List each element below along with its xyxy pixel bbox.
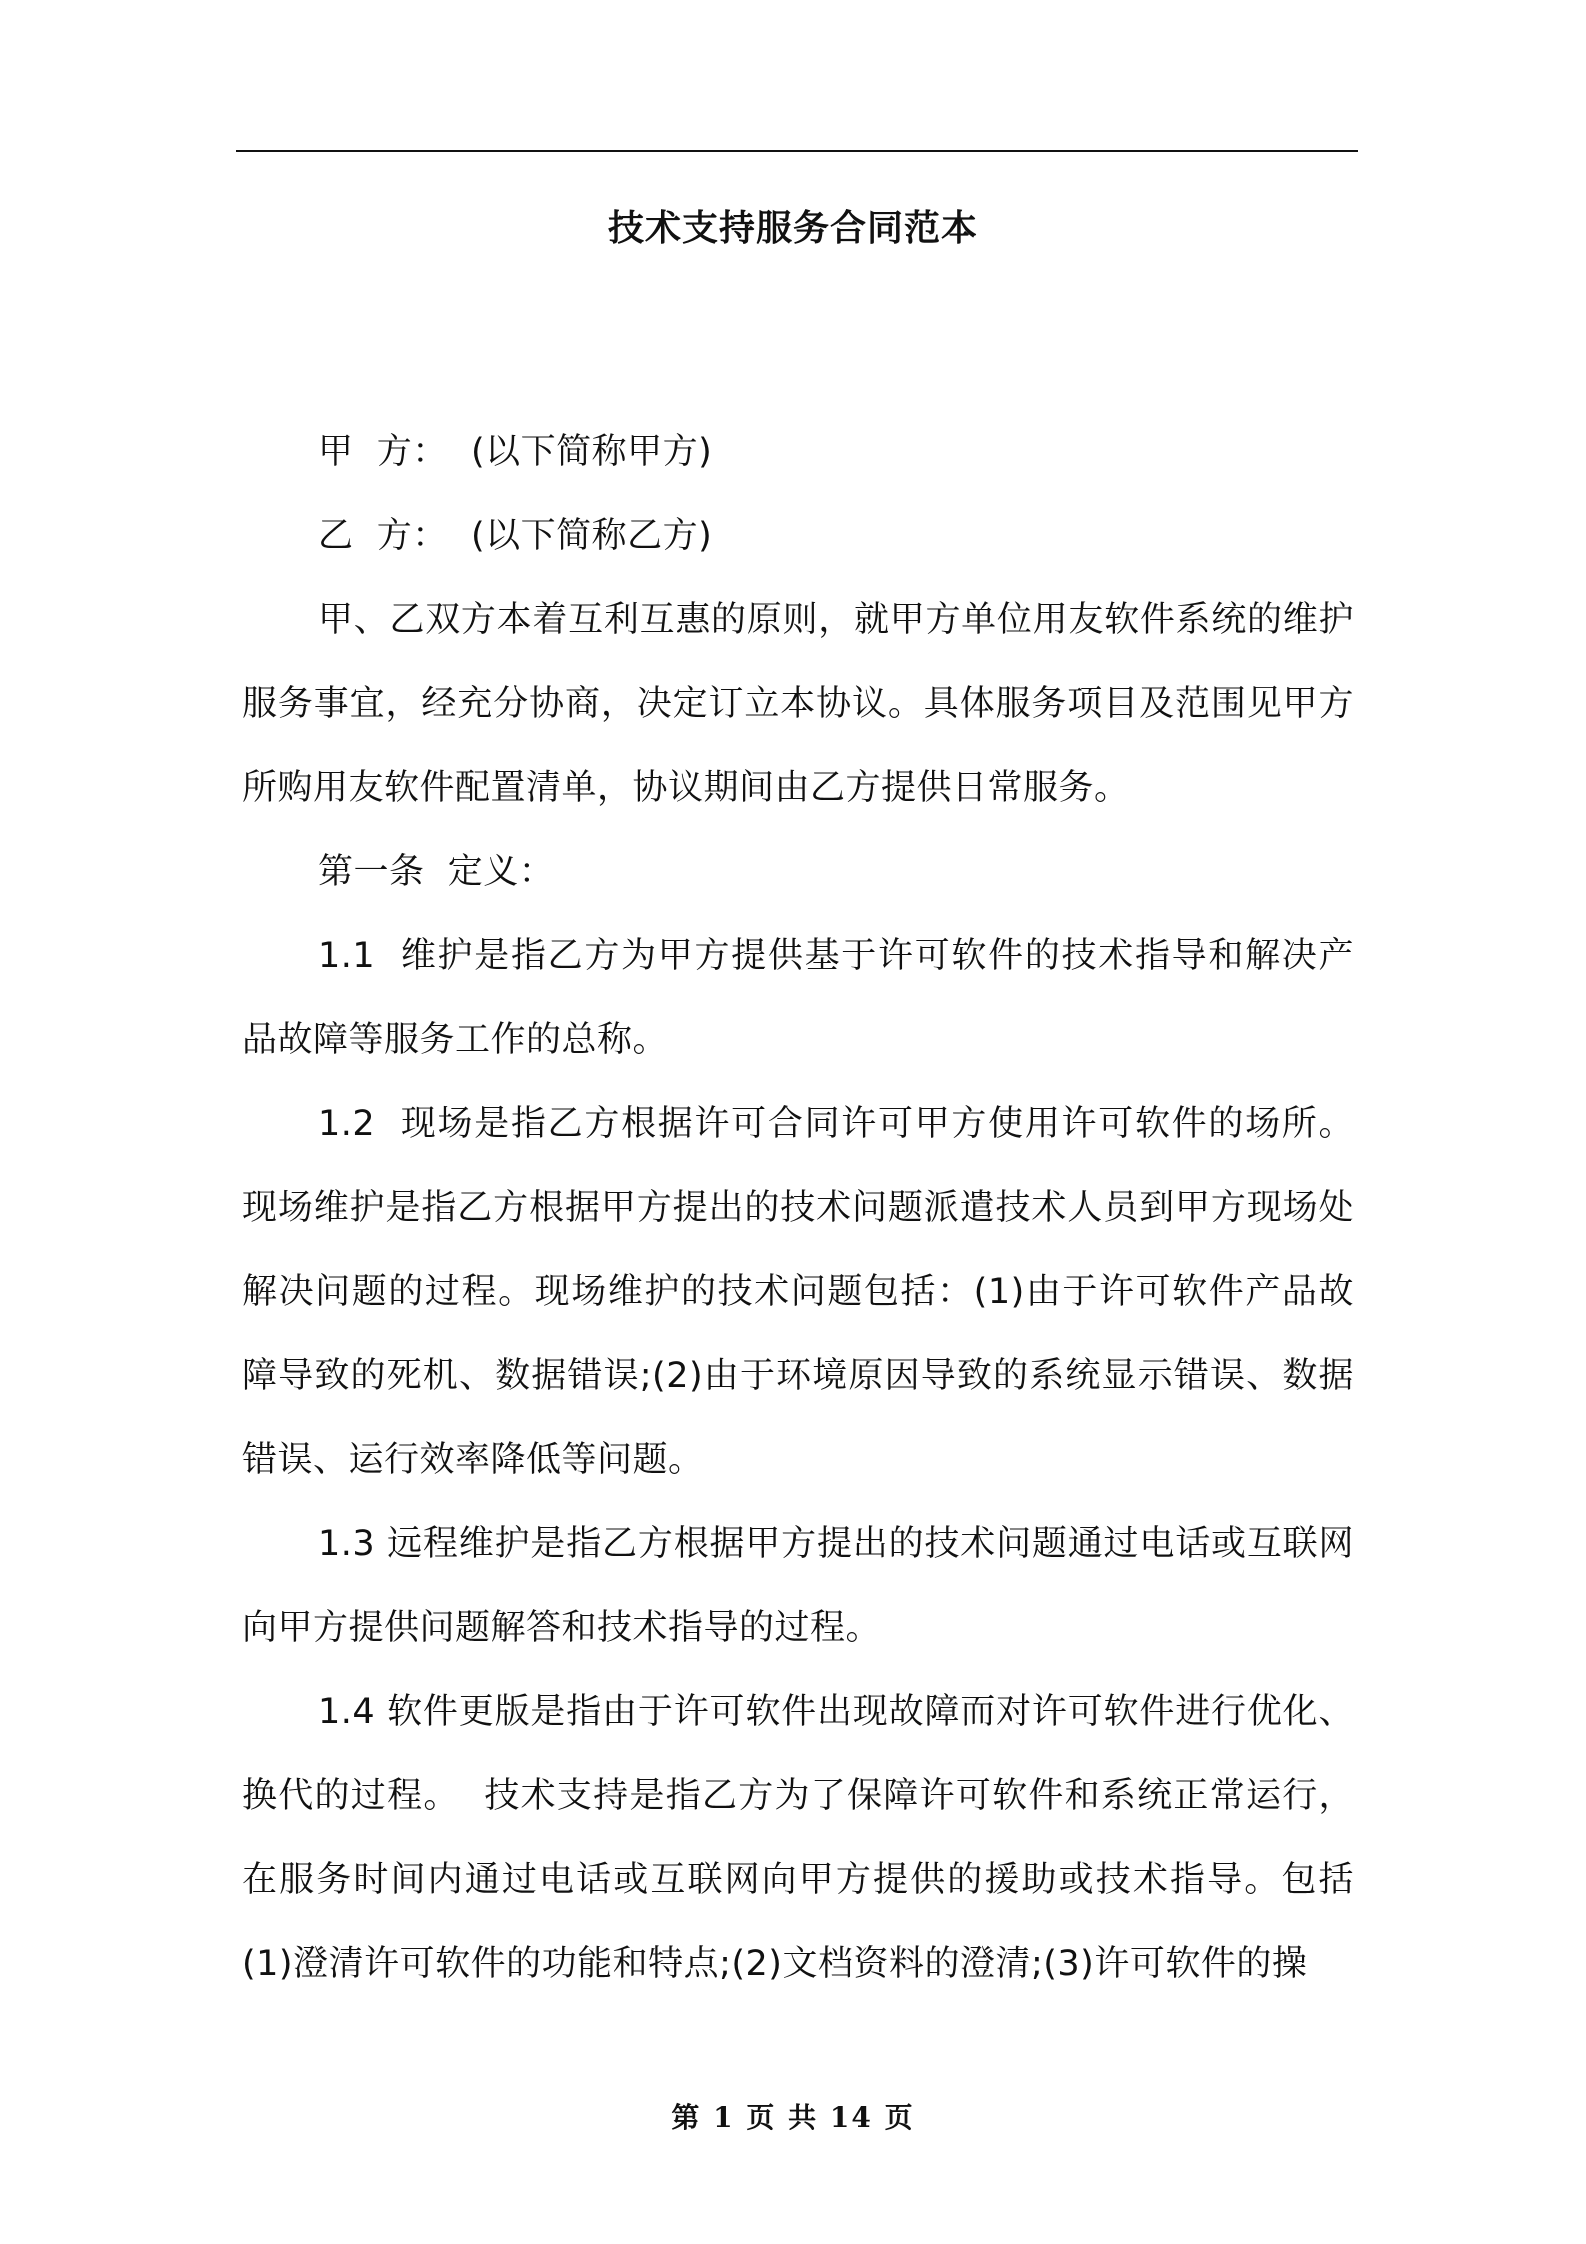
clause-1-3: 1.3 远程维护是指乙方根据甲方提出的技术问题通过电话或互联网向甲方提供问题解答和技术指导的过程。: [242, 1524, 1354, 1648]
clause-1-1: 1.1 维护是指乙方为甲方提供基于许可软件的技术指导和解决产品故障等服务工作的总称。: [242, 936, 1354, 1060]
document-title: 技术支持服务合同范本: [607, 208, 978, 249]
page-number-footer: 第 1 页 共 14 页: [671, 2101, 915, 2134]
document-body: [242, 410, 1354, 2006]
preamble-paragraph: 甲、乙双方本着互利互惠的原则，就甲方单位用友软件系统的维护服务事宜，经充分协商，决定订立本协议。具体服务项目及范围见甲方所购用友软件配置清单，协议期间由乙方提供日常服务。: [242, 600, 1354, 808]
party-a-line: 甲 方： (以下简称甲方): [318, 432, 713, 472]
article-one-heading: 第一条 定义：: [318, 852, 555, 892]
clause-1-4: 1.4 软件更版是指由于许可软件出现故障而对许可软件进行优化、换代的过程。 技术支持是指乙方为了保障许可软件和系统正常运行，在服务时间内通过电话或互联网向甲方提供的援助或技术指导。包括(1)澄清许可软件的功能和特点;(2)文档资料的澄清;(3)许可软件的操: [242, 1692, 1354, 1984]
party-b-line: 乙 方： (以下简称乙方): [318, 516, 713, 556]
clause-1-2: 1.2 现场是指乙方根据许可合同许可甲方使用许可软件的场所。现场维护是指乙方根据甲方提出的技术问题派遣技术人员到甲方现场处解决问题的过程。现场维护的技术问题包括：(1)由于许可软件产品故障导致的死机、数据错误;(2)由于环境原因导致的系统显示错误、数据错误、运行效率降低等问题。: [242, 1104, 1354, 1480]
header-rule: [236, 150, 1358, 152]
